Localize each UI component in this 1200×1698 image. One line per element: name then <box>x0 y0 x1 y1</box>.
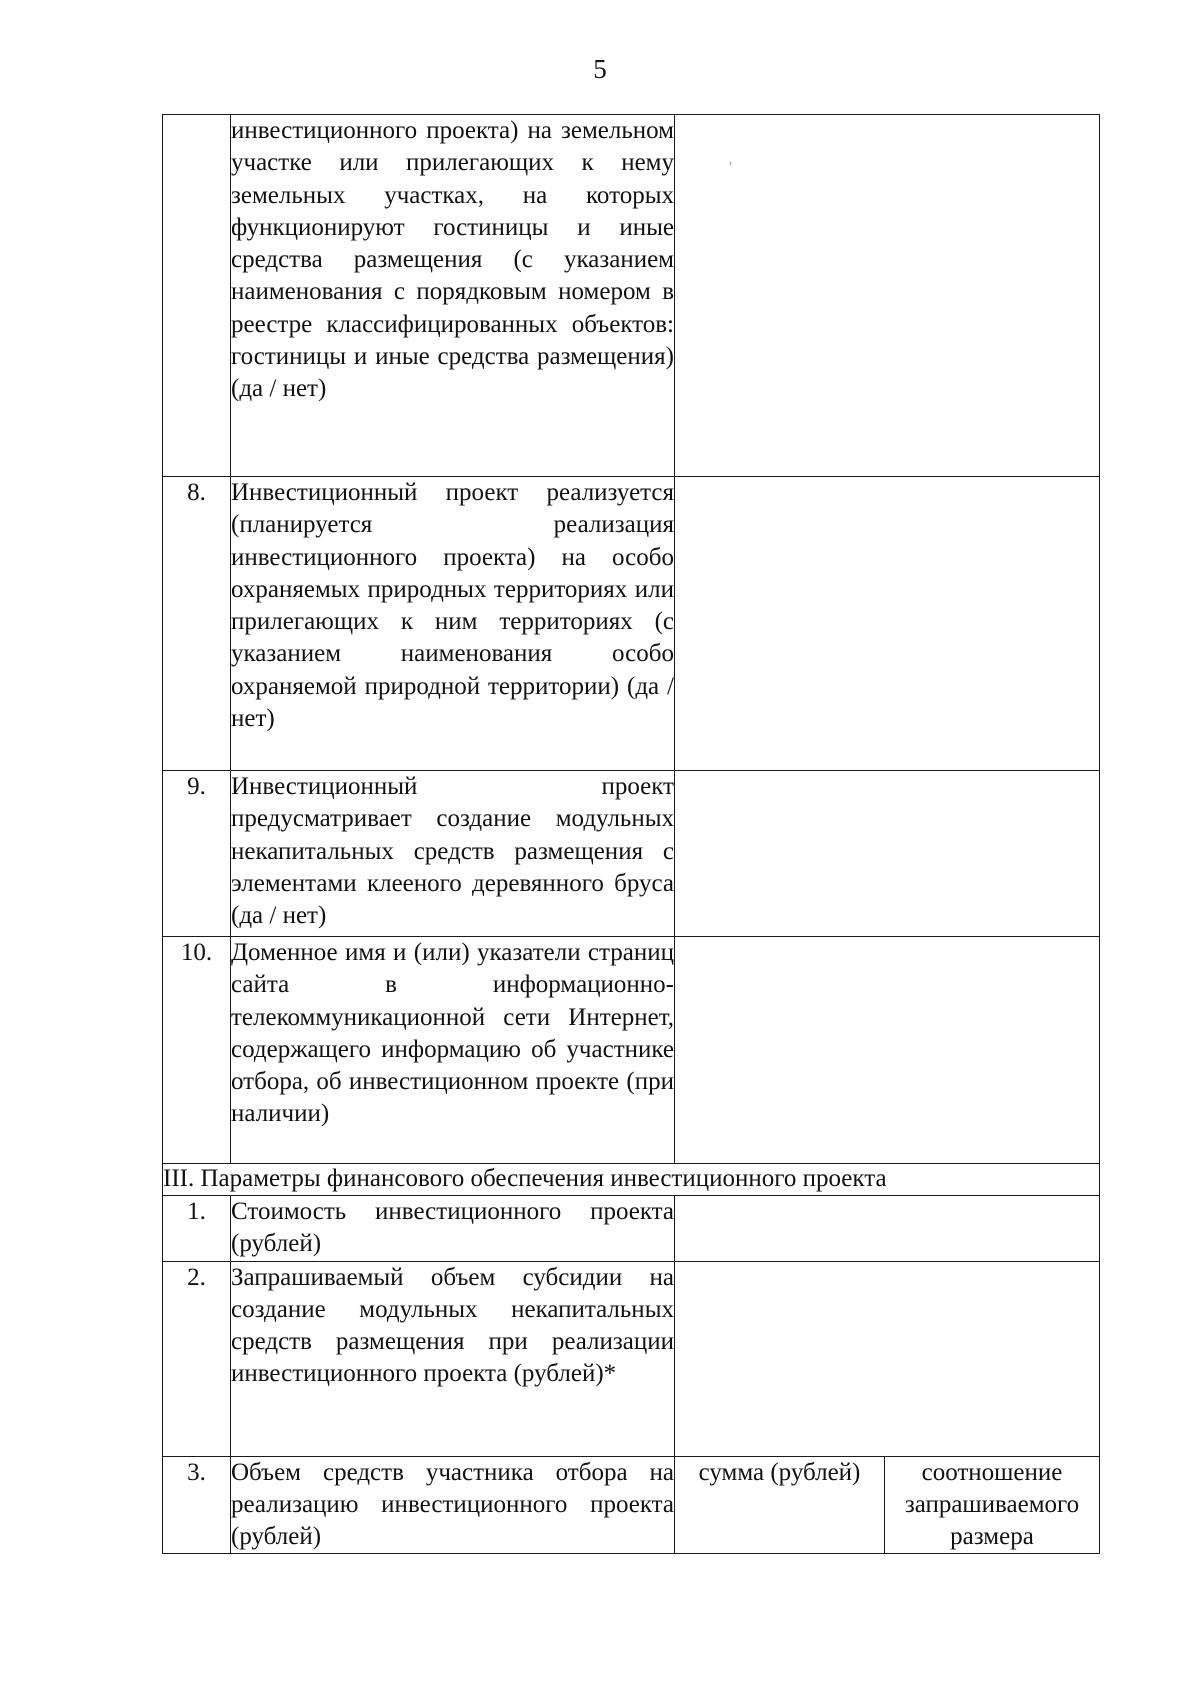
table-row <box>163 1456 1100 1554</box>
section-title: III. Параметры финансового обеспечения инвестиционного проекта <box>163 1164 1100 1196</box>
table-row <box>163 1196 1100 1262</box>
value-cell <box>675 1196 1100 1262</box>
row-description: Запрашиваемый объем субсидии на создание модульных некапитальных средств размещения при реализации инвестиционного проекта (рублей)* <box>231 1261 675 1456</box>
form-table <box>162 114 1100 1554</box>
row-description: инвестиционного проекта) на земельном участке или прилегающих к нему земельных участках, на которых функционируют гостиницы и иные средства размещения (с указанием наименования с порядковым номером в реестре классифицированных объектов: гостиницы и иные средства размещения) (да / нет) <box>231 115 675 477</box>
row-number: 2. <box>163 1261 231 1456</box>
table-row <box>163 937 1100 1164</box>
ratio-column-header: соотношение запрашиваемого размера <box>885 1456 1100 1554</box>
value-cell <box>675 937 1100 1164</box>
row-number: 8. <box>163 477 231 771</box>
value-cell <box>675 771 1100 937</box>
sum-column-header: сумма (рублей) <box>675 1456 885 1554</box>
row-number <box>163 115 231 477</box>
row-description: Инвестиционный проект реализуется (планируется реализация инвестиционного проекта) на особо охраняемых природных территориях или прилегающих к ним территориях (с указанием наименования особо охраняемой природной территории) (да / нет) <box>231 477 675 771</box>
value-cell <box>675 115 1100 477</box>
value-cell <box>675 477 1100 771</box>
row-number: 1. <box>163 1196 231 1262</box>
row-number: 10. <box>163 937 231 1164</box>
page-number: 5 <box>593 54 607 84</box>
table-row <box>163 1261 1100 1456</box>
table-row <box>163 477 1100 771</box>
row-description: Инвестиционный проект предусматривает создание модульных некапитальных средств размещения с элементами клееного деревянного бруса (да / нет) <box>231 771 675 937</box>
table-row <box>163 115 1100 477</box>
row-description: Объем средств участника отбора на реализацию инвестиционного проекта (рублей) <box>231 1456 675 1554</box>
row-description: Стоимость инвестиционного проекта (рублей) <box>231 1196 675 1262</box>
value-cell <box>675 1261 1100 1456</box>
row-number: 9. <box>163 771 231 937</box>
table-row <box>163 771 1100 937</box>
row-number: 3. <box>163 1456 231 1554</box>
section-header-row <box>163 1164 1100 1196</box>
row-description: Доменное имя и (или) указатели страниц сайта в информационно-телекоммуникационной сети Интернет, содержащего информацию об участнике отбора, об инвестиционном проекте (при наличии) <box>231 937 675 1164</box>
scan-speck: ʼ <box>728 160 733 175</box>
